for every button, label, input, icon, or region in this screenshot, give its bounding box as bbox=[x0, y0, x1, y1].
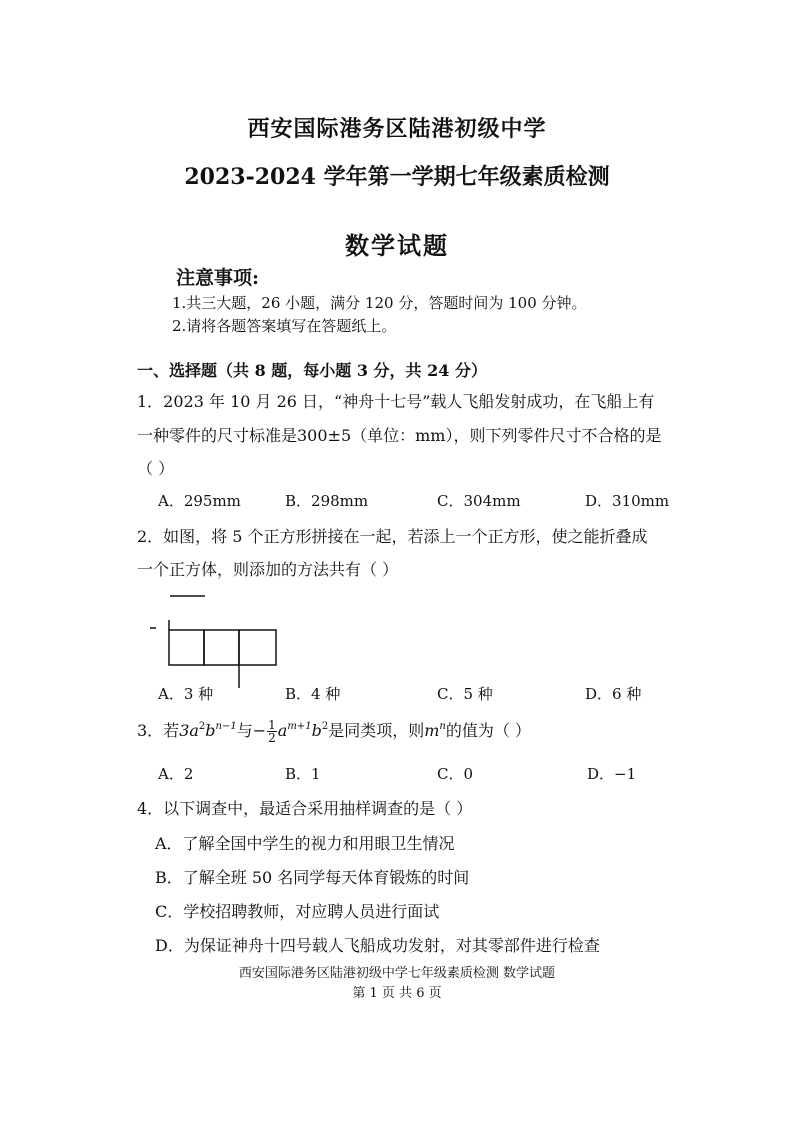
exam-term-title: 2023-2024 学年第一学期七年级素质检测 bbox=[184, 164, 610, 190]
option-b: B．298mm bbox=[285, 492, 369, 510]
option-d: D．310mm bbox=[585, 492, 670, 510]
squares-net-figure bbox=[150, 588, 290, 688]
q3-term2-b: b bbox=[311, 721, 322, 740]
question-2-stem: 一个正方体，则添加的方法共有（ ） bbox=[137, 560, 399, 579]
answer-blank: （ ） bbox=[137, 459, 175, 478]
school-name: 西安国际港务区陆港初级中学 bbox=[247, 116, 547, 142]
option-b: B．1 bbox=[285, 765, 321, 783]
question-4-stem: 4．以下调查中，最适合采用抽样调查的是（ ） bbox=[137, 799, 473, 818]
q3-mid: 是同类项，则 bbox=[328, 721, 425, 740]
option-d: D．−1 bbox=[587, 765, 637, 783]
option-a: A．295mm bbox=[158, 492, 241, 510]
question-1-stem: 一种零件的尺寸标准是300±5（单位：mm），则下列零件尺寸不合格的是 bbox=[137, 426, 662, 445]
q3-frac-den: 2 bbox=[268, 731, 276, 745]
question-3-stem bbox=[137, 718, 531, 744]
option-d: D．6 种 bbox=[585, 685, 642, 703]
option-c: C．304mm bbox=[437, 492, 521, 510]
option-d: D．为保证神舟十四号载人飞船成功发射，对其零部件进行检查 bbox=[155, 936, 600, 955]
q3-term2-exp2: 2 bbox=[321, 721, 329, 732]
q3-prefix: 3．若 bbox=[137, 721, 180, 740]
option-b: B．了解全班 50 名同学每天体育锻炼的时间 bbox=[155, 868, 470, 887]
notice-title: 注意事项: bbox=[176, 267, 260, 289]
option-a: A．3 种 bbox=[158, 685, 214, 703]
q3-sign: − bbox=[252, 721, 267, 740]
option-a: A．2 bbox=[158, 765, 194, 783]
subject-title: 数学试题 bbox=[345, 231, 449, 260]
q3-term1-coef: 3a bbox=[179, 721, 199, 740]
notice-item: 1.共三大题，26 小题，满分 120 分，答题时间为 100 分钟。 bbox=[172, 294, 587, 312]
option-b: B．4 种 bbox=[285, 685, 341, 703]
page-footer-title: 西安国际港务区陆港初级中学七年级素质检测 数学试题 bbox=[238, 966, 556, 981]
notice-item: 2.请将各题答案填写在答题纸上。 bbox=[172, 317, 397, 335]
question-2-stem: 2．如图，将 5 个正方形拼接在一起，若添上一个正方形，使之能折叠成 bbox=[137, 527, 648, 546]
q3-target-exp: n bbox=[439, 721, 446, 732]
q3-connector: 与 bbox=[236, 721, 253, 740]
q3-term1-exp2: n−1 bbox=[215, 721, 237, 732]
q3-suffix: 的值为（ ） bbox=[445, 721, 531, 740]
option-c: C．0 bbox=[437, 765, 474, 783]
option-c: C．学校招聘教师，对应聘人员进行面试 bbox=[155, 902, 440, 921]
section-title: 一、选择题（共 8 题，每小题 3 分，共 24 分） bbox=[137, 361, 487, 380]
q3-frac-num: 1 bbox=[268, 718, 276, 732]
question-1-stem: 1．2023 年 10 月 26 日，“神舟十七号”载人飞船发射成功，在飞船上有 bbox=[137, 392, 655, 411]
q3-term2-exp1: m+1 bbox=[287, 721, 312, 732]
page-number: 第 1 页 共 6 页 bbox=[352, 986, 442, 1001]
option-c: C．5 种 bbox=[437, 685, 493, 703]
q3-target-base: m bbox=[424, 721, 440, 740]
q3-term1-exp1: 2 bbox=[198, 721, 206, 732]
option-a: A．了解全国中学生的视力和用眼卫生情况 bbox=[155, 834, 455, 853]
q3-term2-a: a bbox=[277, 721, 288, 740]
q3-fraction bbox=[267, 719, 277, 744]
q3-term1-b: b bbox=[205, 721, 216, 740]
